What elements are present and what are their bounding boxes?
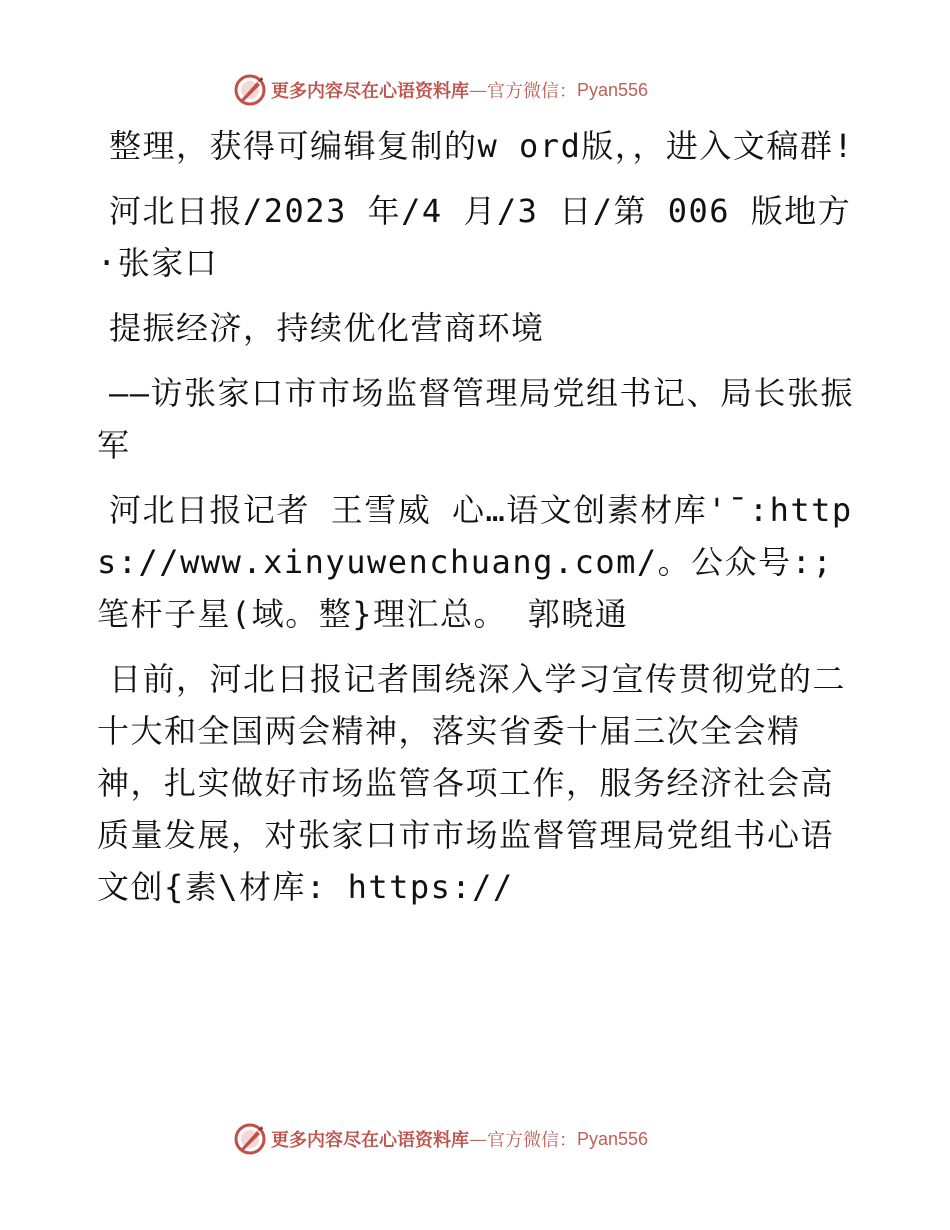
quill-pen-icon (233, 1122, 267, 1156)
paragraph-source: 河北日报/2023 年/4 月/3 日/第 006 版地方·张家口 (97, 192, 852, 282)
paragraph-lead: 日前，河北日报记者围绕深入学习宣传贯彻党的二十大和全国两会精神，落实省委十届三次全会精神，扎实做好市场监管各项工作，服务经济社会高质量发展，对张家口市市场监督管理局党组书心语文创{素\材库: https:// (97, 660, 847, 906)
article-title: 提振经济，持续优化营商环境 (109, 309, 545, 347)
article-subtitle: ——访张家口市市场监督管理局党组书记、局长张振军 (97, 374, 855, 464)
header-watermark (233, 73, 648, 107)
watermark-brand: 更多内容尽在心语资料库 (271, 1130, 469, 1151)
footer-watermark (233, 1122, 648, 1156)
paragraph-byline: 河北日报记者 王雪威 心…语文创素材库'¯:https://www.xinyuwenchuang.com/。公众号:;笔杆子星(域。整}理汇总。 郭晓通 (97, 491, 853, 633)
paragraph-intro: 整理，获得可编辑复制的w ord版，，进入文稿群! (109, 127, 855, 165)
watermark-wechat-label: 官方微信： (487, 1130, 577, 1151)
watermark-wechat-id: Pyan556 (577, 1128, 649, 1149)
watermark-dash: — (469, 1128, 487, 1150)
watermark-brand: 更多内容尽在心语资料库 (271, 81, 469, 102)
watermark-dash: — (469, 79, 487, 101)
watermark-wechat-id: Pyan556 (577, 79, 649, 100)
watermark-wechat-label: 官方微信： (487, 81, 577, 102)
article-body (97, 120, 857, 926)
quill-pen-icon (233, 73, 267, 107)
